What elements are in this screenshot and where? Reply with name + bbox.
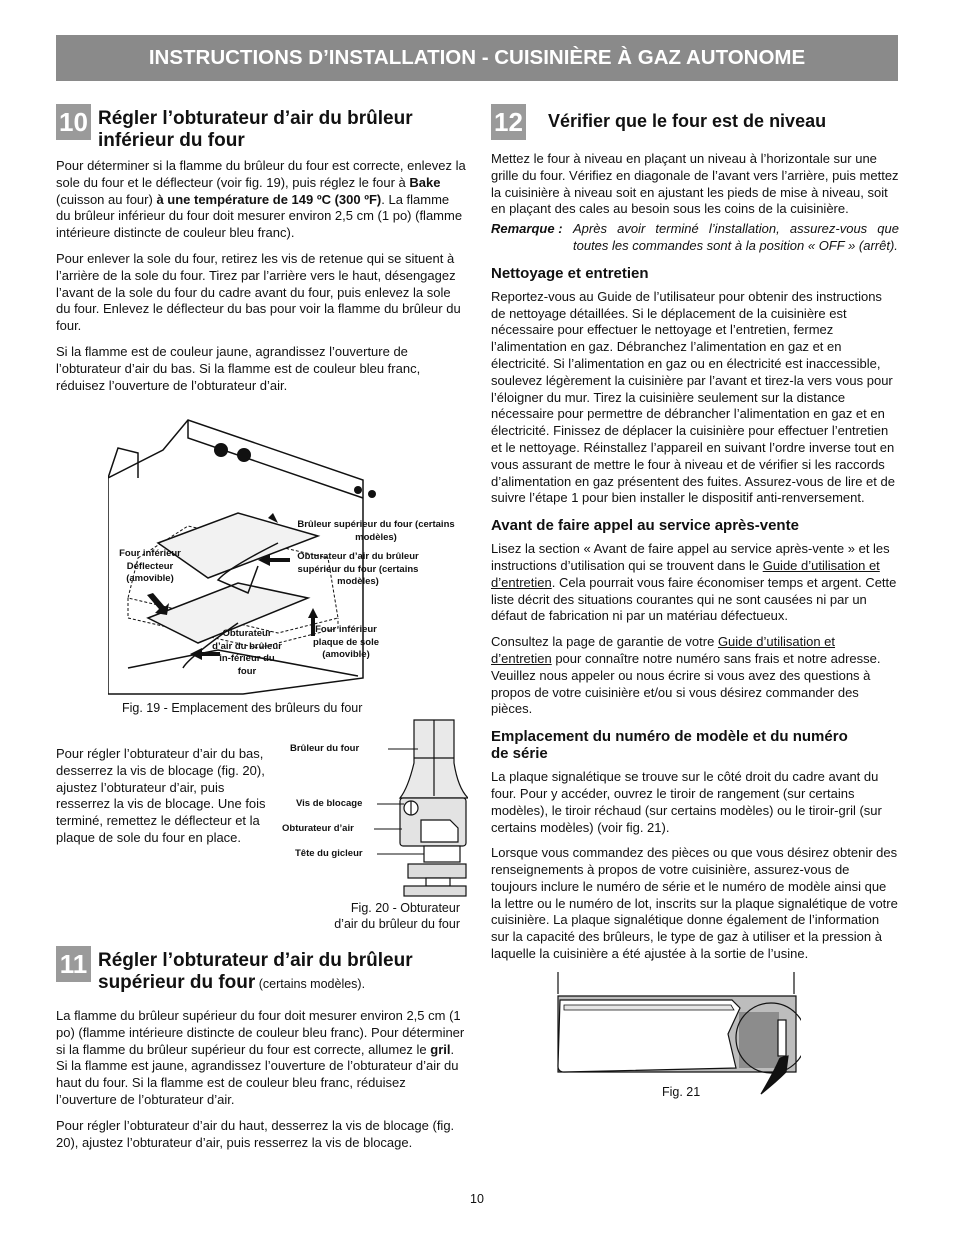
text: Pour déterminer si la flamme du brûleur du four est correcte, enlevez la sole du four et le déflecteur (voir fig. 19), puis réglez le four à bbox=[56, 158, 466, 190]
label-upper-burner: Brûleur supérieur du four (certains modèles) bbox=[297, 519, 455, 543]
bold-text: gril bbox=[430, 1041, 451, 1057]
section-10-paragraph-4: Pour régler l’obturateur d’air du bas, desserrez la vis de blocage (fig. 20), ajustez l’obturateur d’air, puis resserrez la vis de blocage. Une fois terminé, remettez le déflecteur et la plaque de sole du four en place. bbox=[56, 746, 266, 845]
service-paragraph-1 bbox=[491, 541, 899, 625]
page-number: 10 bbox=[470, 1192, 484, 1206]
section-10-paragraph-2: Pour enlever la sole du four, retirez les vis de retenue qui se situent à l’arrière de la sole du four. Tirez par l’arrière vers le haut, désengagez l’avant de la sole du four du cadre avant du four, puis enlevez la sole du four. Enlevez le déflecteur du bas pour voir la flamme du brûleur du four. bbox=[56, 250, 461, 334]
cleaning-heading: Nettoyage et entretien bbox=[491, 264, 649, 282]
section-10-title: Régler l’obturateur d’air du brûleur inférieur du four bbox=[98, 108, 413, 151]
section-11-heading bbox=[56, 946, 466, 995]
label-orifice-hood: Tête du gicleur bbox=[295, 848, 363, 859]
section-12-heading bbox=[491, 104, 899, 140]
remark bbox=[491, 221, 899, 255]
guide-link[interactable]: Guide d’utilisation et d’entretien bbox=[491, 557, 880, 590]
label-air-shutter: Obturateur d’air bbox=[282, 823, 354, 834]
figure-21-serial-plate-location bbox=[556, 972, 801, 1097]
label-oven-burner: Brûleur du four bbox=[290, 743, 360, 754]
title-note: (certains modèles). bbox=[255, 977, 366, 991]
label-upper-shutter: Obturateur d’air du brûleur supérieur du four (certains modèles) bbox=[297, 551, 419, 587]
section-10-paragraph-3: Si la flamme est de couleur jaune, agrandissez l’ouverture de l’obturateur d’air du bas. Si la flamme est de couleur bleu franc, réduisez l’ouverture de l’obturateur d’air. bbox=[56, 343, 421, 393]
figure-21-caption: Fig. 21 bbox=[662, 1084, 701, 1099]
section-10 bbox=[56, 104, 466, 403]
caption-line: Fig. 20 - Obturateur bbox=[350, 901, 460, 915]
step-number-12: 12 bbox=[491, 104, 526, 140]
step-number-11: 11 bbox=[56, 946, 91, 982]
title-line: Régler l’obturateur d’air du brûleur bbox=[98, 950, 413, 971]
label-lower-shutter: Obturateur d’air du brûleur in-férieur du four bbox=[212, 628, 282, 677]
text: . Si la flamme est jaune, agrandissez l’ouverture de l’obturateur d’air du haut du four. Si la flamme est de couleur bleu franc, réduisez l’ouverture de l’obturateur d’air. bbox=[56, 1041, 459, 1107]
label-lock-screw: Vis de blocage bbox=[296, 798, 363, 809]
section-11-title bbox=[98, 950, 466, 995]
remark-text: Après avoir terminé l’installation, assurez-vous que toutes les commandes sont à la position « OFF » (arrêt). bbox=[573, 221, 899, 253]
figure-19-caption: Fig. 19 - Emplacement des brûleurs du four bbox=[122, 701, 363, 715]
section-12-paragraph-1: Mettez le four à niveau en plaçant un niveau à l’horizontale sur une grille du four. Vérifiez en diagonale de l’avant vers l’arrière, puis mettez la cuisinière à niveau soit en ajustant les pieds de mise à niveau, soit en plaçant des cales au besoin sous les coins de la cuisinière. bbox=[491, 151, 899, 217]
serial-heading: Emplacement du numéro de modèle et du numéro de série bbox=[491, 728, 848, 763]
page-header: INSTRUCTIONS D’INSTALLATION - CUISINIÈRE À GAZ AUTONOME bbox=[56, 35, 898, 81]
section-11 bbox=[56, 946, 466, 1160]
text: (cuisson au four) bbox=[56, 191, 157, 207]
service-paragraph-2 bbox=[491, 634, 899, 718]
text: . La flamme du brûleur inférieur du four doit mesurer environ 2,5 cm (1 po) (flamme intérieure distincte de couleur bleu franc). bbox=[56, 191, 463, 241]
text: Consultez la page de garantie de votre bbox=[491, 634, 718, 650]
serial-paragraph-2: Lorsque vous commandez des pièces ou que vous désirez obtenir des renseignements à propos de votre cuisinière, assurez-vous de toujours inclure le numéro de série et le numéro de modèle ainsi que la lettre ou le numéro de lot, inscrits sur la plaque signalétique de votre cuisinière. La plaque signalétique donne également de l’information sur la capacité des brûleurs, le type de gaz à utiliser et la pression à laquelle la cuisinière a été ajustée à la sortie de l’usine. bbox=[491, 845, 898, 962]
bold-text: à une température de 149 ºC (300 ºF) bbox=[156, 191, 382, 207]
drawer-illustration bbox=[556, 972, 801, 1097]
section-11-paragraph-1 bbox=[56, 1008, 466, 1109]
serial-paragraph-1: La plaque signalétique se trouve sur le côté droit du cadre avant du four. Pour y accéder, ouvrez le tiroir de rangement (sur certains modèles), le tiroir réchaud (sur certains modèles) ou le tiroir-gril (sur certains modèles) (voir fig. 21). bbox=[491, 769, 882, 835]
title-line: supérieur du four bbox=[98, 972, 256, 993]
bold-text: Bake bbox=[409, 174, 441, 190]
cleaning-paragraph: Reportez-vous au Guide de l’utilisateur pour obtenir des instructions de nettoyage détaillées. Si le déplacement de la cuisinière est nécessaire pour effectuer le nettoyage et l’entretien, fermez l’alimentation en gaz. Débranchez l’alimentation en gaz et en électricité. Si l’alimentation en gaz ou en électricité est inaccessible, soulevez légèrement la cuisinière par l’avant et tirez-la vers vous pour l’éloigner du mur. Tirez la cuisinière seulement sur la distance nécessaire pour permettre de débrancher l’alimentation en gaz et en électricité. Finissez de déplacer la cuisinière pour effectuer l’entretien et le nettoyage. Réinstallez l’appareil en suivant l’ordre inverse tout en vous assurant de mettre le four à niveau et de vérifier si les raccords d’alimentation en gaz présentent des fuites. Assurez-vous de lire et de suivre l’étape 1 pour bien installer le dispositif anti-renversement. bbox=[491, 288, 895, 506]
label-lower-bottom: Four inférieur plaque de sole (amovible) bbox=[313, 624, 379, 660]
label-lower-deflector: Four inférieur Déflecteur (amovible) bbox=[119, 548, 181, 584]
right-column bbox=[491, 104, 899, 1097]
service-heading: Avant de faire appel au service après-vente bbox=[491, 517, 799, 535]
caption-line: d’air du brûleur du four bbox=[334, 917, 460, 931]
figure-19-oven-burners bbox=[108, 418, 464, 696]
guide-link[interactable]: Guide d’utilisation et d’entretien bbox=[491, 634, 836, 666]
step-number-10: 10 bbox=[56, 104, 91, 140]
text: Lisez la section « Avant de faire appel au service après-vente » et les instructions d’utilisation qui se trouvent dans le bbox=[491, 541, 890, 573]
figure-20-air-shutter bbox=[278, 718, 468, 898]
remark-label: Remarque : bbox=[491, 221, 563, 237]
section-10-paragraph-1 bbox=[56, 158, 466, 242]
figure-20-caption bbox=[280, 900, 460, 932]
text: . Cela pourrait vous faire économiser temps et argent. Cette liste décrit des situations courantes qui ne sont causées ni par un défaut de fabrication ni par un matériau défectueux. bbox=[491, 574, 897, 624]
section-12-title: Vérifier que le four est de niveau bbox=[548, 111, 827, 131]
text: pour connaître notre numéro sans frais et notre adresse. Veuillez nous appeler ou nous écrire si vous avez des questions à propos de votre cuisinière et/ou si vous désirez commander des pièces. bbox=[491, 650, 881, 717]
section-10-heading bbox=[56, 104, 466, 152]
text: La flamme du brûleur supérieur du four doit mesurer environ 2,5 cm (1 po) (flamme intérieure distincte de couleur bleu franc). Pour déterminer si la flamme du brûleur supérieur du four est correcte, allumez le bbox=[56, 1008, 465, 1057]
section-11-paragraph-2: Pour régler l’obturateur d’air du haut, desserrez la vis de blocage (fig. 20), ajustez l’obturateur d’air, puis resserrez la vis de blocage. bbox=[56, 1117, 455, 1150]
